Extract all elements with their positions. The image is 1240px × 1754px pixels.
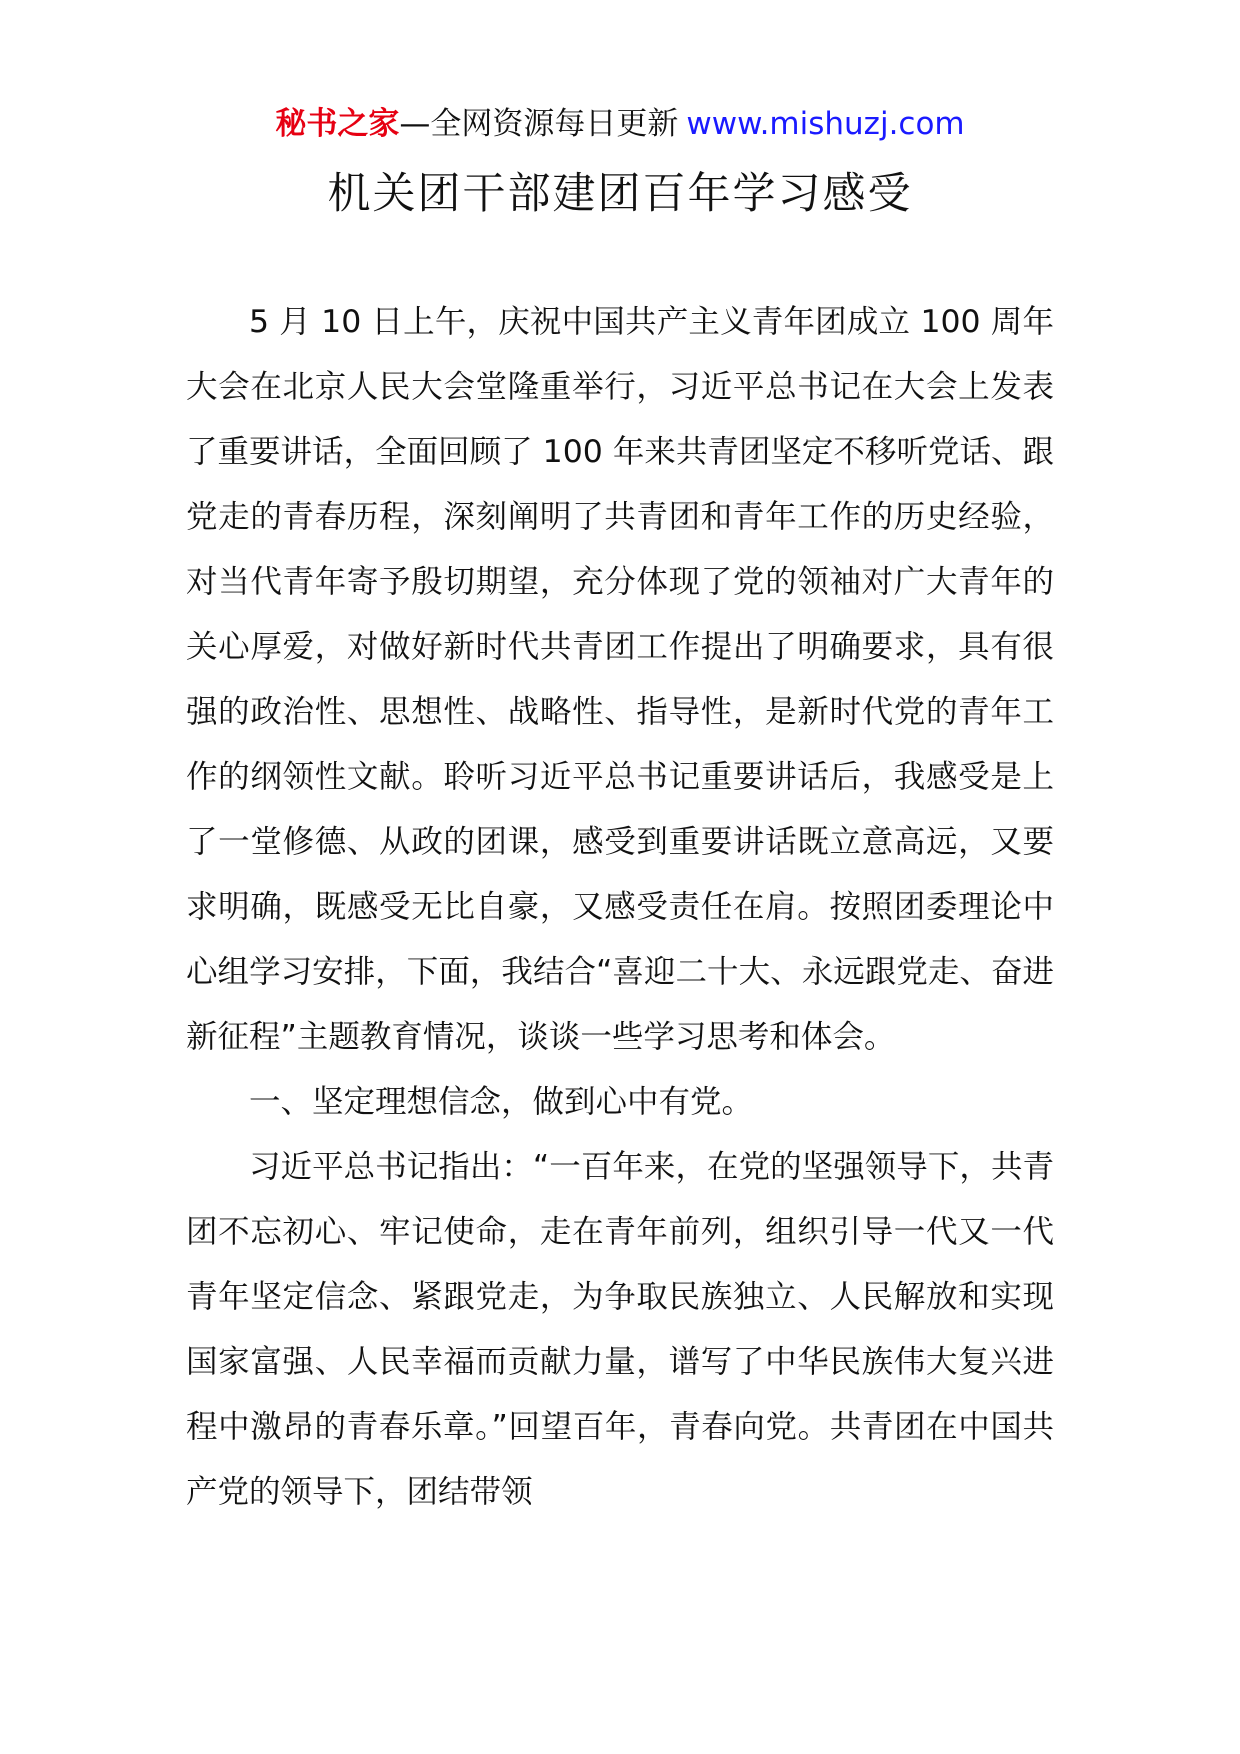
site-url-link[interactable]: www.mishuzj.com: [686, 106, 965, 142]
site-name: 秘书之家: [275, 106, 400, 142]
site-header: [0, 104, 1240, 144]
paragraph-section-1: 习近平总书记指出：“一百年来，在党的坚强领导下，共青团不忘初心、牢记使命，走在青年前列，组织引导一代又一代青年坚定信念、紧跟党走，为争取民族独立、人民解放和实现国家富强、人民幸福而贡献力量，谱写了中华民族伟大复兴进程中激昂的青春乐章。”回望百年，青春向党。共青团在中国共产党的领导下，团结带领: [186, 1149, 1054, 1510]
document-body: [186, 290, 1054, 1525]
section-heading-1: 一、坚定理想信念，做到心中有党。: [249, 1084, 754, 1120]
site-tagline: —全网资源每日更新: [399, 106, 679, 142]
document-title: 机关团干部建团百年学习感受: [327, 169, 913, 219]
paragraph-intro: 5 月 10 日上午，庆祝中国共产主义青年团成立 100 周年大会在北京人民大会堂隆重举行，习近平总书记在大会上发表了重要讲话，全面回顾了 100 年来共青团坚定不移听党话、跟党走的青春历程，深刻阐明了共青团和青年工作的历史经验，对当代青年寄予殷切期望，充分体现了党的领袖对广大青年的关心厚爱，对做好新时代共青团工作提出了明确要求，具有很强的政治性、思想性、战略性、指导性，是新时代党的青年工作的纲领性文献。聆听习近平总书记重要讲话后，我感受是上了一堂修德、从政的团课，感受到重要讲话既立意高远，又要求明确，既感受无比自豪，又感受责任在肩。按照团委理论中心组学习安排，下面，我结合“喜迎二十大、永远跟党走、奋进新征程”主题教育情况，谈谈一些学习思考和体会。: [186, 304, 1054, 1055]
